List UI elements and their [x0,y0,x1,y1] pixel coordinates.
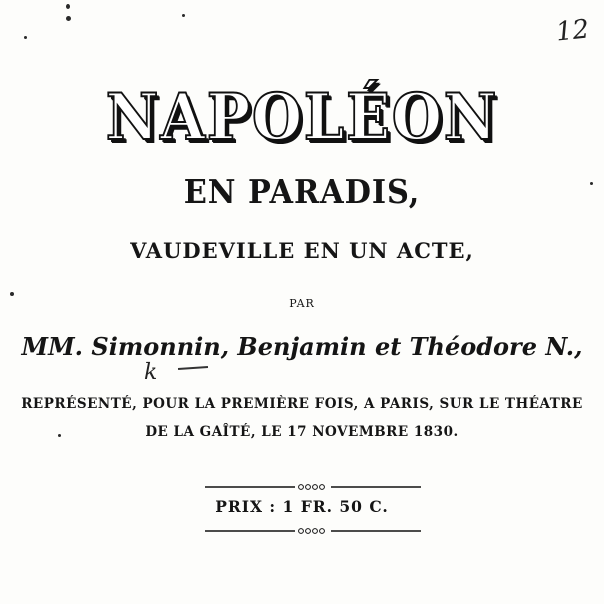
play-title: NAPOLÉON [105,80,499,155]
ornamental-rule-bottom [205,526,421,536]
paper-speck [590,182,593,185]
by-line: PAR [289,297,315,310]
folio-number: 12 [554,14,591,48]
paper-speck [24,36,27,39]
paper-speck [10,292,14,296]
paper-speck [66,16,71,21]
play-genre: VAUDEVILLE EN UN ACTE, [130,238,474,263]
price: PRIX : 1 FR. 50 C. [215,497,389,516]
paper-speck [66,4,70,9]
authors: MM. Simonnin, Benjamin et Théodore N., [21,332,583,361]
handwritten-mark: k [144,360,158,385]
paper-speck [182,14,185,17]
play-subtitle: EN PARADIS, [183,172,421,211]
handwritten-stroke [178,366,208,370]
performance-info-line-2: DE LA GAÎTÉ, LE 17 NOVEMBRE 1830. [145,424,459,440]
performance-info-line-1: REPRÉSENTÉ, POUR LA PREMIÈRE FOIS, A PARIS, SUR LE THÉATRE [21,396,583,412]
ornamental-rule-top [205,482,421,492]
